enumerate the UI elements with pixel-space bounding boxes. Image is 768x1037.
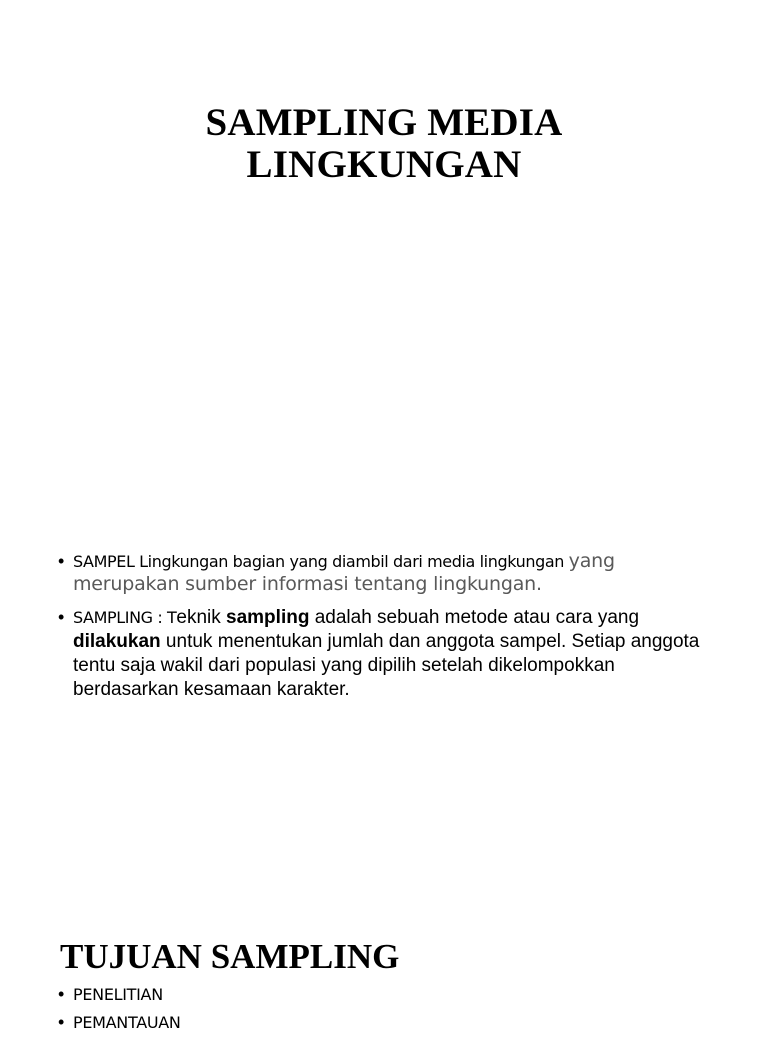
tujuan-item-label: PEMANTAUAN [73, 1013, 181, 1032]
section-title: TUJUAN SAMPLING [60, 937, 400, 977]
slide-title-line-1: SAMPLING MEDIA [205, 101, 563, 145]
bullet-icon: • [58, 551, 64, 571]
definition-sampel [58, 550, 718, 596]
definition-sampling-part-3: untuk menentukan jumlah dan anggota sampel. Setiap anggota tentu saja wakil dari populasi yang dipilih setelah dikelompokkan berdasarkan kesamaan karakter. [73, 631, 700, 700]
definition-sampling-bold-1: sampling [226, 607, 310, 628]
definition-sampling-bold-2: dilakukan [73, 631, 161, 652]
definition-sampling-part-1: eknik [176, 607, 227, 628]
slide-title [0, 102, 768, 186]
definition-sampel-continuation: yang merupakan sumber informasi tentang lingkungan. [73, 550, 615, 595]
definition-list [58, 550, 718, 712]
tujuan-item [58, 1009, 181, 1037]
definition-sampling-part-2: adalah sebuah metode atau cara yang [309, 607, 640, 628]
definition-sampel-text: SAMPEL Lingkungan bagian yang diambil dari media lingkungan [73, 552, 569, 571]
slide-title-line-2: LINGKUNGAN [246, 143, 522, 187]
bullet-icon: • [58, 1012, 65, 1032]
definition-sampling [58, 606, 718, 702]
bullet-icon: • [58, 607, 65, 627]
content-slide [0, 528, 768, 1032]
bullet-icon: • [58, 984, 65, 1004]
definition-sampling-lead: SAMPLING : T [73, 608, 177, 627]
tujuan-list [58, 981, 181, 1037]
tujuan-item [58, 981, 181, 1009]
tujuan-item-label: PENELITIAN [73, 985, 163, 1004]
